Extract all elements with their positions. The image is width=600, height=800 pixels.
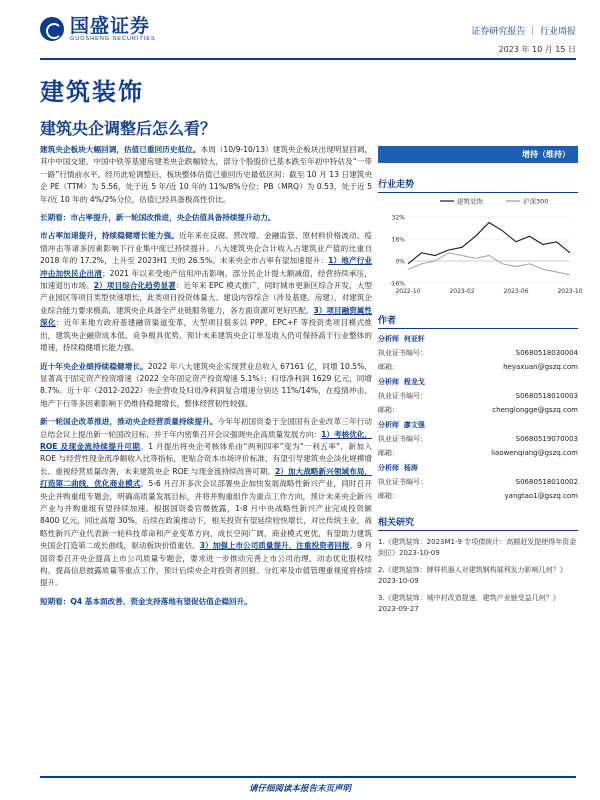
y-tick-label: 16% [391, 236, 405, 244]
p3-point-2: 2）项目综合化趋势显著 [93, 281, 176, 291]
author-role: 分析师 [378, 464, 399, 472]
short-term-view: 短期看：Q4 基本面改善、资金支持落地有望促估值企稳回升。 [40, 596, 252, 606]
x-tick-label: 2023-06 [503, 288, 529, 295]
p5-point-1: 1）考核优化，ROE 及现金流持续提升可期 [40, 429, 372, 451]
mail-label: 邮箱： [378, 363, 399, 371]
author-block [378, 420, 578, 458]
paragraph-4 [40, 361, 372, 411]
p4-text: 2022 年八大建筑央企实现营业总收入 67161 亿，同增 10.5%，显著高于固定资产投资增速（2022 全年固定资产投资增速 5.1%）；归母净利润 1629 亿元，同增 8.7%。近十年（2012-2022）央企营收及归母净利润复合增速分别达 11%/14%，在疫情冲击、地产下行等多因素影响下仍维持稳健增长，整体经营韧性较强。 [40, 361, 373, 408]
author-email[interactable]: chenglongge@gszq.com [492, 406, 578, 414]
series-line-sector [408, 223, 570, 264]
author-list [378, 334, 578, 501]
author-email[interactable]: liaowenqiang@gszq.com [491, 449, 578, 457]
series-line-index [408, 253, 570, 275]
trend-heading: 行业走势 [378, 177, 578, 193]
related-report[interactable]: 3.《建筑装饰：城中村改造提速，建筑产业链受益几何？》2023-09-27 [378, 594, 560, 613]
brand-name: 国盛证券 [70, 15, 151, 37]
cert-number: S0680518030004 [515, 349, 578, 357]
p1-heading: 建筑央企板块大幅回调，估值已重回历史低位。 [40, 145, 201, 154]
report-type: 证券研究报告 ｜ 行业周报 [471, 27, 576, 37]
paragraph-1 [40, 144, 372, 206]
p3-point-3: 3）项目融资属性深化 [40, 305, 372, 328]
footer-note: 请仔细阅读本报告末页声明 [248, 784, 351, 794]
y-tick-label: -16% [389, 280, 405, 288]
mail-label: 邮箱： [378, 406, 399, 414]
p3-text-c: ：近年来 EPC 模式推广，同时城市更新区综合开发、大型产业园区等项目类型快速增长，此类项目投资体量大、建设内容综合（涉及基建、房建），对建筑企业综合能力要求极高，建筑央企具备全产业链服务能力，各方面资源可更好匹配。 [40, 281, 372, 315]
p3-text-a: 近年来在反腐、营改增、金融监管、原材料价格波动、疫情冲击等诸多因素影响下行业集中度已持续提升。八大建筑央企合计收入占建筑业产值的比重自 2018 年的 17.2%，上升至 2023H1 天的 26.5%。未来央企市占率有望加速提升： [40, 231, 372, 266]
p3-heading: 市占率加速提升，持续稳健增长能力强。 [40, 231, 180, 241]
author-cert-row [378, 434, 578, 444]
p5-point-3: 3）加强上市公司质量提升，注重投资者回报 [199, 541, 350, 551]
header-divider [40, 58, 576, 60]
p5-text-a: 今年年初国资委于全国国有企业改革三年行动总结会议上提出新一轮国改目标，并于年内密集召开会议强调央企高质量发展方向： [40, 417, 373, 439]
p5-heading: 新一轮国企改革推进，推动央企经营质量持续提升。 [40, 417, 218, 427]
cert-label: 执业证书编号： [378, 435, 427, 443]
p5-text-c: 。5-6 月召开多次会议部署央企加快发展战略性新兴产业，同时召开央企并购重组专题会，明确高质量发展目标，并将并购重组作为重点工作方向，预计未来央企新兴产业与并购重组有望持续加速。根据国资委官微披露，1-8 月中央战略性新兴产业完成投资额 8400 亿元，同比高增 30%，后续在政策推动下，相关投资有望延续较快增长，对比传统主业，战略性新兴产业代表新一轮科技革命和产业变革方向，成长空间广阔，商业模式更优，有望助力建筑央国企打造第二成长曲线，驱动板块价值重估。 [40, 479, 372, 551]
author-mail-row [378, 448, 578, 458]
paragraph-3 [40, 230, 372, 354]
author-name: 何亚轩 [403, 335, 425, 343]
cert-number: S0680518010002 [515, 478, 578, 486]
author-role: 分析师 [378, 335, 399, 343]
related-report[interactable]: 1.《建筑装饰：2023M1-9 专项债统计：高额赶发提使得年资金到位》2023-10-09 [378, 538, 577, 557]
related-heading: 相关研究 [378, 515, 578, 531]
author-email[interactable]: yangtao1@gszq.com [504, 492, 578, 500]
p1-text: 本周（10/9-10/13）建筑央企板块出现明显回调，其中中国交建、中国中铁等基建房建类央企跌幅较大，部分个股股价已基本跌至年初中特估及“一带一路”行情前水平。经历此轮调整后，板块整体估值已重回历史最低区间：截至 10 月 13 日建筑央企 PE（TTM）为 5.56，处于近 5 年/近 10 年的 11%/8%分位；PB（MRQ）为 0.53，处于近 5 年/近 10 年的 4%/2%分位，估值已经具备极高性价比。 [40, 145, 372, 204]
mail-label: 邮箱： [378, 492, 399, 500]
author-mail-row [378, 362, 578, 372]
author-name: 杨涛 [403, 464, 418, 472]
author-cert-row [378, 477, 578, 487]
author-name-line [378, 377, 578, 387]
author-mail-row [378, 405, 578, 415]
long-term-view: 长期看：市占率提升，新一轮国改推进，央企估值具备持续提升动力。 [40, 213, 276, 223]
p4-heading: 近十年央企业绩持续稳健增长。 [40, 361, 148, 371]
p5-text-b: 。1 月提出将央企考核体系由“两利四率”变为“一利五率”，新加入 ROE 与经营性现金流净额收入比等指标，更贴合资本市场评价标准，有望引导建筑央企淡化规模增长、重视经营质量改善，未来建筑央企 ROE 与现金流持续改善可期。 [40, 441, 372, 476]
author-block [378, 377, 578, 415]
authors-heading: 作者 [378, 313, 578, 329]
brand-logo [40, 16, 156, 42]
author-name-line [378, 334, 578, 344]
x-tick-label: 2023-02 [449, 288, 475, 295]
author-cert-row [378, 391, 578, 401]
x-tick-label: 2022-10 [395, 288, 421, 295]
paragraph-5 [40, 416, 372, 590]
cert-label: 执业证书编号： [378, 478, 427, 486]
logo-icon [40, 17, 64, 41]
sector-title: 建筑装饰 [40, 78, 144, 106]
cert-label: 执业证书编号： [378, 392, 427, 400]
trend-chart [378, 193, 583, 299]
p3-text-d: ：近年来地方政府基建融资渠道变革，大型项目很多以 PPP、EPC+F 等投资类项目模式推出，建筑央企融资成本低、竞争极具优势。预计未来建筑央企订单及收入仍可保持高于行业整体的增速，持续稳健增长能力强。 [40, 318, 372, 353]
author-role: 分析师 [378, 378, 399, 386]
author-name: 廖文强 [403, 421, 425, 429]
cert-number: S0680518010003 [515, 392, 578, 400]
brand-name-en: GUOSHENG SECURITIES [70, 36, 156, 42]
cert-number: S0680519070003 [515, 435, 578, 443]
cert-label: 执业证书编号： [378, 349, 427, 357]
report-title: 建筑央企调整后怎么看？ [40, 119, 217, 138]
author-name: 程龙戈 [403, 378, 425, 386]
author-email[interactable]: heyaxuan@gszq.com [503, 363, 578, 371]
y-tick-label: 32% [391, 214, 405, 222]
main-body [40, 144, 372, 614]
author-cert-row [378, 348, 578, 358]
legend-label: 建筑装饰 [457, 197, 483, 206]
author-role: 分析师 [378, 421, 399, 429]
footer-divider [40, 776, 576, 778]
author-mail-row [378, 491, 578, 501]
x-tick-label: 2023-10 [557, 288, 583, 295]
p5-point-2: 2）加大战略新兴领域布局，打造第二曲线，优化商业模式 [40, 466, 372, 489]
rating-badge: 增持（维持） [378, 146, 578, 163]
report-date: 2023 年 10 月 15 日 [498, 45, 576, 54]
related-report[interactable]: 2.《建筑装饰：牌样机器人对建筑钢构展利发力影响几何？》2023-10-09 [378, 566, 567, 585]
trend-chart-svg [378, 193, 583, 299]
author-block [378, 463, 578, 501]
sidebar [378, 146, 583, 615]
author-name-line [378, 420, 578, 430]
author-name-line [378, 463, 578, 473]
y-tick-label: 0% [395, 258, 405, 266]
legend-label: 沪深300 [523, 197, 549, 206]
author-block [378, 334, 578, 372]
p3-text-b: ；2021 年以来受地产信用冲击影响，部分民企计提大额减值，经营持续承压，加速退出市场。 [40, 268, 372, 291]
p3-point-1: 1）地产行业冲击加快民企出清 [40, 256, 372, 278]
p5-text-d: 。9 月国资委召开央企提高上市公司质量专题会，要求进一步推动完善上市公司治理、动态优化股权结构、提高信息披露质量等重点工作，预计后续央企对投资者回报、分红率及市值管理重视度将持续提升。 [40, 541, 372, 588]
mail-label: 邮箱： [378, 449, 399, 457]
